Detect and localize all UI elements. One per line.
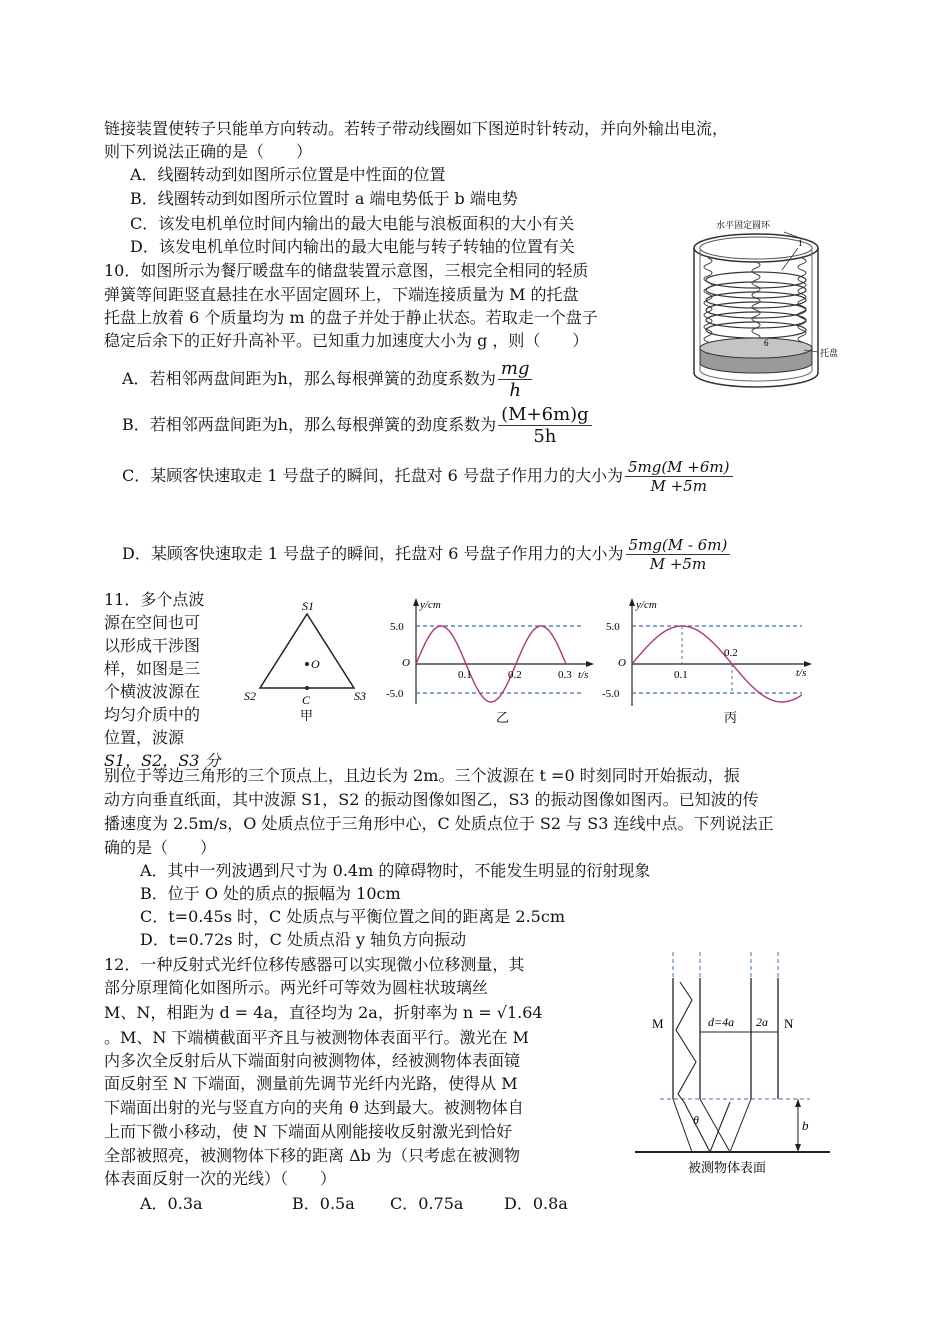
q12-stem-line5: 内多次全反射后从下端面射向被测物体，经被测物体表面镜 [104,1051,521,1070]
q11-label-o: O [311,657,320,671]
q10-option-a-numerator: mg [498,358,533,380]
q11-yi-ytick-bottom: -5.0 [386,688,404,700]
q11-label-s3: S3 [354,689,366,703]
q11-yi-xtick-3: 0.3 [558,669,572,681]
q12-stem-line9: 全部被照亮，被测物体下移的距离 Δb 为（只考虑在被测物 [104,1146,520,1165]
q10-stem-line3: 托盘上放着 6 个质量均为 m 的盘子并处于静止状态。若取走一个盘子 [104,308,598,327]
q11-yi-ytick-top: 5.0 [390,621,404,633]
q11-option-c: C．t=0.45s 时，C 处质点与平衡位置之间的距离是 2.5cm [140,907,565,926]
q10-option-a-fraction [498,358,533,401]
q12-stem-line7: 下端面出射的光与竖直方向的夹角 θ 达到最大。被测物体自 [104,1098,524,1117]
q10-figure-plate-warmer [686,218,846,398]
q10-tray-top [700,338,812,358]
q11-option-a: A．其中一列波遇到尺寸为 0.4m 的障碍物时，不能发生明显的衍射现象 [140,861,651,880]
q11-bing-xtick-1: 0.1 [674,669,688,681]
q11-yi-y-arrow [413,598,419,606]
q11-caption-bing: 丙 [724,710,738,725]
q12-light-path [676,982,730,1152]
q10-stem-line2: 弹簧等间距竖直悬挂在水平固定圆环上，下端连接质量为 M 的托盘 [104,285,579,304]
q12-stem-line2: 部分原理简化如图所示。两光纤可等效为圆柱状玻璃丝 [104,978,489,997]
q12-stem-line4: 。M、N 下端横截面平齐且与被测物体表面平行。激光在 M [104,1028,529,1047]
q12-b-arrow-up [795,1099,801,1107]
q12-ray-mid [700,1099,730,1152]
q11-bing-origin: O [618,657,626,669]
q11-bing-y-arrow [629,598,635,606]
q10-label-1: 1 [798,238,803,248]
q10-option-d [122,536,730,573]
q10-label-6: 6 [764,338,769,348]
q12-option-a: A．0.3a [140,1194,203,1213]
q12-label-d: d=4a [708,1015,735,1029]
q11-bing-ytick-bottom: -5.0 [602,688,620,700]
q11-figure-jia [242,596,372,721]
q10-option-c-fraction [625,458,733,495]
q10-stem-line1: 10．如图所示为餐厅暖盘车的储盘装置示意图，三根完全相同的轻质 [104,261,589,280]
q11-left-line3: 以形成干涉图 [104,636,201,655]
q10-option-b-fraction [498,404,592,447]
q9-stem-line1: 链接装置使转子只能单方向转动。若转子带动线圈如下图逆时针转动，并向外输出电流， [104,119,729,138]
q12-option-d: D．0.8a [504,1194,568,1213]
q11-left-line2: 源在空间也可 [104,613,201,632]
q9-stem-line2: 则下列说法正确的是（ ） [104,142,313,161]
q10-base-arc [694,373,818,387]
q11-yi-origin: O [402,657,410,669]
q12-option-c: C．0.75a [390,1194,464,1213]
q11-left-line1: 11．多个点波 [104,590,205,609]
q10-option-d-text: D．某顾客快速取走 1 号盘子的瞬间，托盘对 6 号盘子作用力的大小为 [122,544,624,563]
q12-label-b: b [802,1118,809,1133]
q12-stem-line6: 面反射至 N 下端面，测量前先调节光纤内光路，使得从 M [104,1074,518,1093]
q12-label-w: 2a [756,1015,768,1029]
q12-figure-fibers [630,952,835,1177]
q11-stem-line4: 确的是（ ） [104,838,217,857]
q11-figure-bing [602,596,817,726]
q12-stem-line1: 12．一种反射式光纤位移传感器可以实现微小位移测量，其 [104,955,525,974]
q10-label-tray: 托盘 [820,348,839,358]
q11-yi-ylabel: y/cm [420,599,441,611]
q11-option-d: D．t=0.72s 时，C 处质点沿 y 轴负方向振动 [140,930,467,949]
q11-label-s1: S1 [302,599,314,613]
q12-b-arrow-down [795,1144,801,1152]
q11-left-line7: 位置，波源 [104,728,185,747]
q11-left-line4: 样，如图是三 [104,659,201,678]
q11-caption-yi: 乙 [496,710,510,725]
q9-option-c: C．该发电机单位时间内输出的最大电能与浪板面积的大小有关 [130,214,575,233]
q11-left-line5: 个横波波源在 [104,682,201,701]
q10-option-d-fraction [626,536,731,573]
q11-yi-xtick-2: 0.2 [508,669,522,681]
q10-label-ring: 水平固定圆环 [716,220,771,230]
q10-option-a [122,358,532,401]
q12-fiber-walls [673,978,778,1099]
q10-option-b-text: B．若相邻两盘间距为h，那么每根弹簧的劲度系数为 [122,415,497,434]
q10-option-d-numerator: 5mg(M - 6m) [626,536,731,555]
q10-option-a-text: A．若相邻两盘间距为h，那么每根弹簧的劲度系数为 [122,369,496,388]
q11-label-c: C [302,693,311,707]
q12-stem-line3: M、N，相距为 d = 4a，直径均为 2a，折射率为 n = √1.64 [104,1003,543,1022]
q10-option-a-denominator: h [509,380,521,401]
q11-yi-xlabel: t/s [578,669,589,681]
q11-stem-line2: 动方向垂直纸面，其中波源 S1，S2 的振动图像如图乙，S3 的振动图像如图丙。已知波的传 [104,790,759,809]
q10-option-b-numerator: (M+6m)g [498,404,592,426]
q9-option-b: B．线圈转动到如图所示位置时 a 端电势低于 b 端电势 [130,189,518,208]
q11-figure-yi [378,596,598,726]
q11-point-o [305,662,309,666]
q11-label-s2: S2 [244,689,256,703]
q11-yi-x-arrow [586,661,594,667]
q12-ray-return [730,1099,751,1152]
q11-bing-ytick-top: 5.0 [606,621,620,633]
q11-point-c [305,686,309,690]
q10-ring-inner [700,237,812,259]
q11-caption-jia: 甲 [300,708,314,721]
q10-option-c-text: C．某顾客快速取走 1 号盘子的瞬间，托盘对 6 号盘子作用力的大小为 [122,466,623,485]
q10-plates [706,272,806,338]
q11-stem-line1: 别位于等边三角形的三个顶点上，且边长为 2m。三个波源在 t =0 时刻同时开始振动，振 [104,766,740,785]
q9-option-d: D．该发电机单位时间内输出的最大电能与转子转轴的位置有关 [130,237,575,256]
q10-stem-line4: 稳定后余下的正好升高补平。已知重力加速度大小为 g ，则（ ） [104,331,589,350]
q11-bing-xtick-2: 0.2 [724,647,738,659]
q10-option-c [122,458,733,495]
q10-option-c-numerator: 5mg(M +6m) [625,458,733,477]
q11-bing-xlabel: t/s [796,667,807,679]
q12-option-b: B．0.5a [292,1194,355,1213]
q11-triangle [260,614,354,688]
q10-option-d-denominator: M +5m [649,555,707,573]
q10-option-b-denominator: 5h [533,426,557,447]
q10-option-c-denominator: M +5m [650,477,707,495]
q10-option-b [122,404,592,447]
q12-label-m: M [652,1016,664,1031]
q12-stem-line10: 体表面反射一次的光线）（ ） [104,1169,337,1188]
q12-ray-left [673,1099,692,1152]
q11-left-line6: 均匀介质中的 [104,705,201,724]
q11-option-b: B．位于 O 处的质点的振幅为 10cm [140,884,401,903]
q11-bing-ylabel: y/cm [636,599,657,611]
q12-label-theta: θ [693,1113,699,1127]
q12-label-n: N [784,1016,794,1031]
q11-stem-line3: 播速度为 2.5m/s，O 处质点位于三角形中心，C 处质点位于 S2 与 S3 连线中点。下列说法正 [104,814,774,833]
q12-stem-line8: 上而下微小移动，使 N 下端面从刚能接收反射激光到恰好 [104,1122,513,1141]
q9-option-a: A．线圈转动到如图所示位置是中性面的位置 [130,165,446,184]
q11-left-line8: S1，S2，S3 分 [104,751,221,770]
q11-yi-xtick-1: 0.1 [458,669,472,681]
q12-caption: 被测物体表面 [688,1160,767,1175]
